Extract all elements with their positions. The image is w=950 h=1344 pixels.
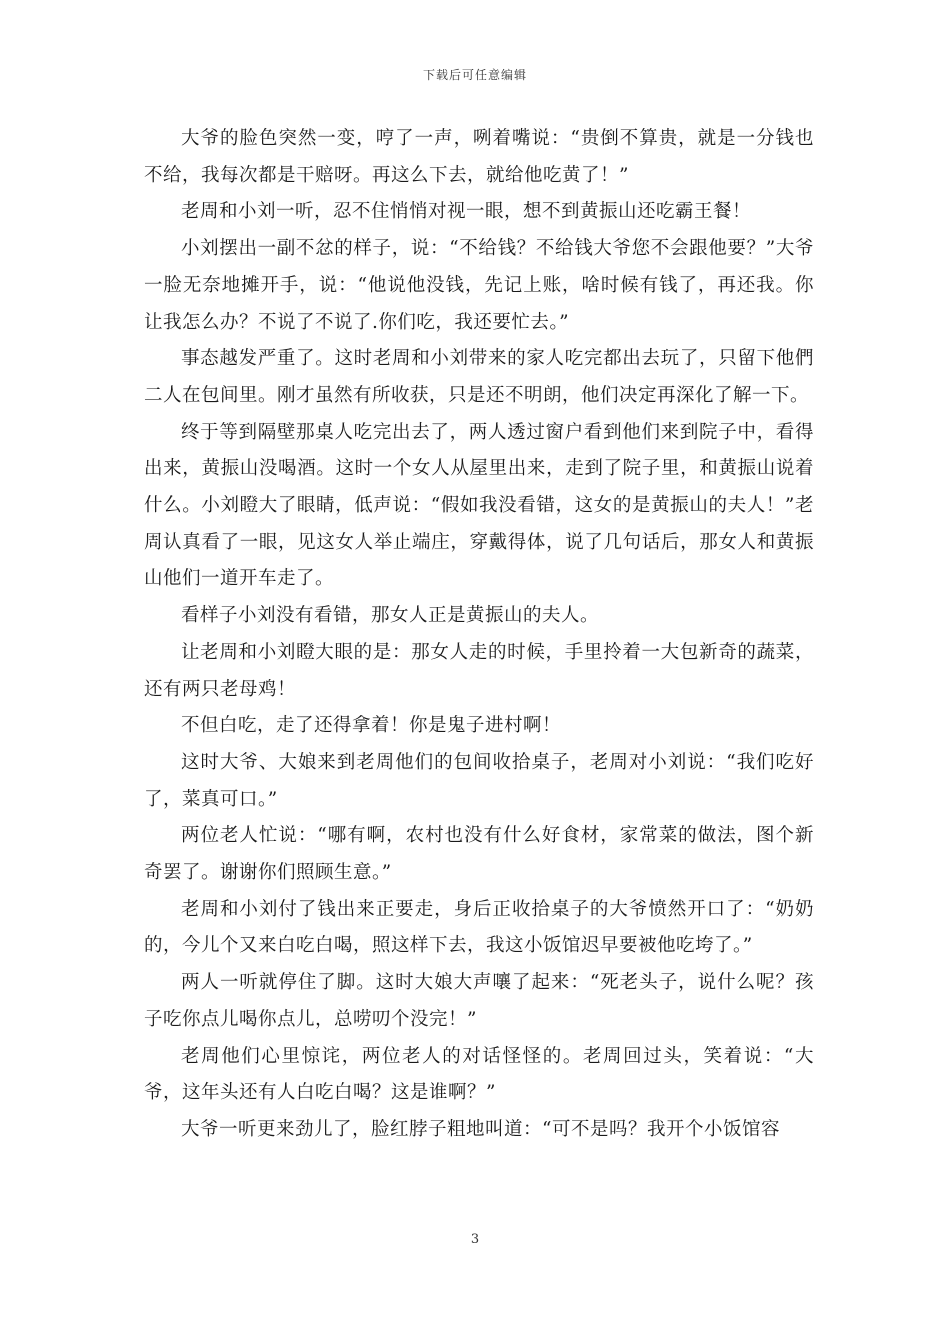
page-header: 下载后可任意编辑 (422, 68, 527, 82)
paragraph: 事态越发严重了。这时老周和小刘带来的家人吃完都出去玩了，只留下他們二人在包间里。刚才虽然有所收获，只是还不明朗，他们决定再深化了解一下。 (144, 348, 814, 406)
paragraph: 这时大爷、大娘来到老周他们的包间收拾桌子，老周对小刘说：“我们吃好了，菜真可口。” (144, 751, 814, 810)
paragraph: 老周和小刘付了钱出来正要走，身后正收拾桌子的大爷愤然开口了：“奶奶的，今儿个又来白吃白喝，照这样下去，我这小饭馆迟早要被他吃垮了。” (144, 898, 814, 957)
paragraph: 两人一听就停住了脚。这时大娘大声嚷了起来：“死老头子，说什么呢？孩子吃你点儿喝你点儿，总唠叨个没完！” (144, 972, 814, 1030)
paragraph: 两位老人忙说：“哪有啊，农村也没有什么好食材，家常菜的做法，图个新奇罢了。谢谢你们照顾生意。” (144, 825, 814, 884)
body-text (144, 121, 814, 1149)
paragraph: 不但白吃，走了还得拿着！你是鬼子进村啊！ (181, 715, 562, 737)
paragraph: 让老周和小刘瞪大眼的是：那女人走的时候，手里拎着一大包新奇的蔬菜，还有两只老母鸡！ (144, 641, 814, 700)
page-number: 3 (470, 1232, 480, 1247)
paragraph: 大爷的脸色突然一变，哼了一声，咧着嘴说：“贵倒不算贵，就是一分钱也不给，我每次都是干赔呀。再这么下去，就给他吃黄了！” (144, 128, 814, 186)
paragraph: 老周他们心里惊诧，两位老人的对话怪怪的。老周回过头，笑着说：“大爷，这年头还有人白吃白喝？这是谁啊？” (144, 1045, 814, 1104)
paragraph: 看样子小刘没有看错，那女人正是黄振山的夫人。 (181, 605, 600, 627)
paragraph: 大爷一听更来劲儿了，脸红脖子粗地叫道：“可不是吗？我开个小饭馆容 (181, 1118, 780, 1140)
paragraph: 小刘摆出一副不忿的样子，说：“不给钱？不给钱大爷您不会跟他要？”大爷一脸无奈地摊开手，说：“他说他没钱，先记上账，啥时候有钱了，再还我。你让我怎么办？不说了不说了.你们吃，我还要忙去。” (144, 238, 814, 333)
paragraph: 老周和小刘一听，忍不住悄悄对视一眼，想不到黄振山还吃霸王餐！ (181, 201, 752, 223)
paragraph: 终于等到隔壁那桌人吃完出去了，两人透过窗户看到他们来到院子中，看得出来，黄振山没喝酒。这时一个女人从屋里出来，走到了院子里，和黄振山说着什么。小刘瞪大了眼睛，低声说：“假如我没看错，这女的是黄振山的夫人！”老周认真看了一眼，见这女人举止端庄，穿戴得体，说了几句话后，那女人和黄振山他们一道开车走了。 (144, 421, 814, 590)
